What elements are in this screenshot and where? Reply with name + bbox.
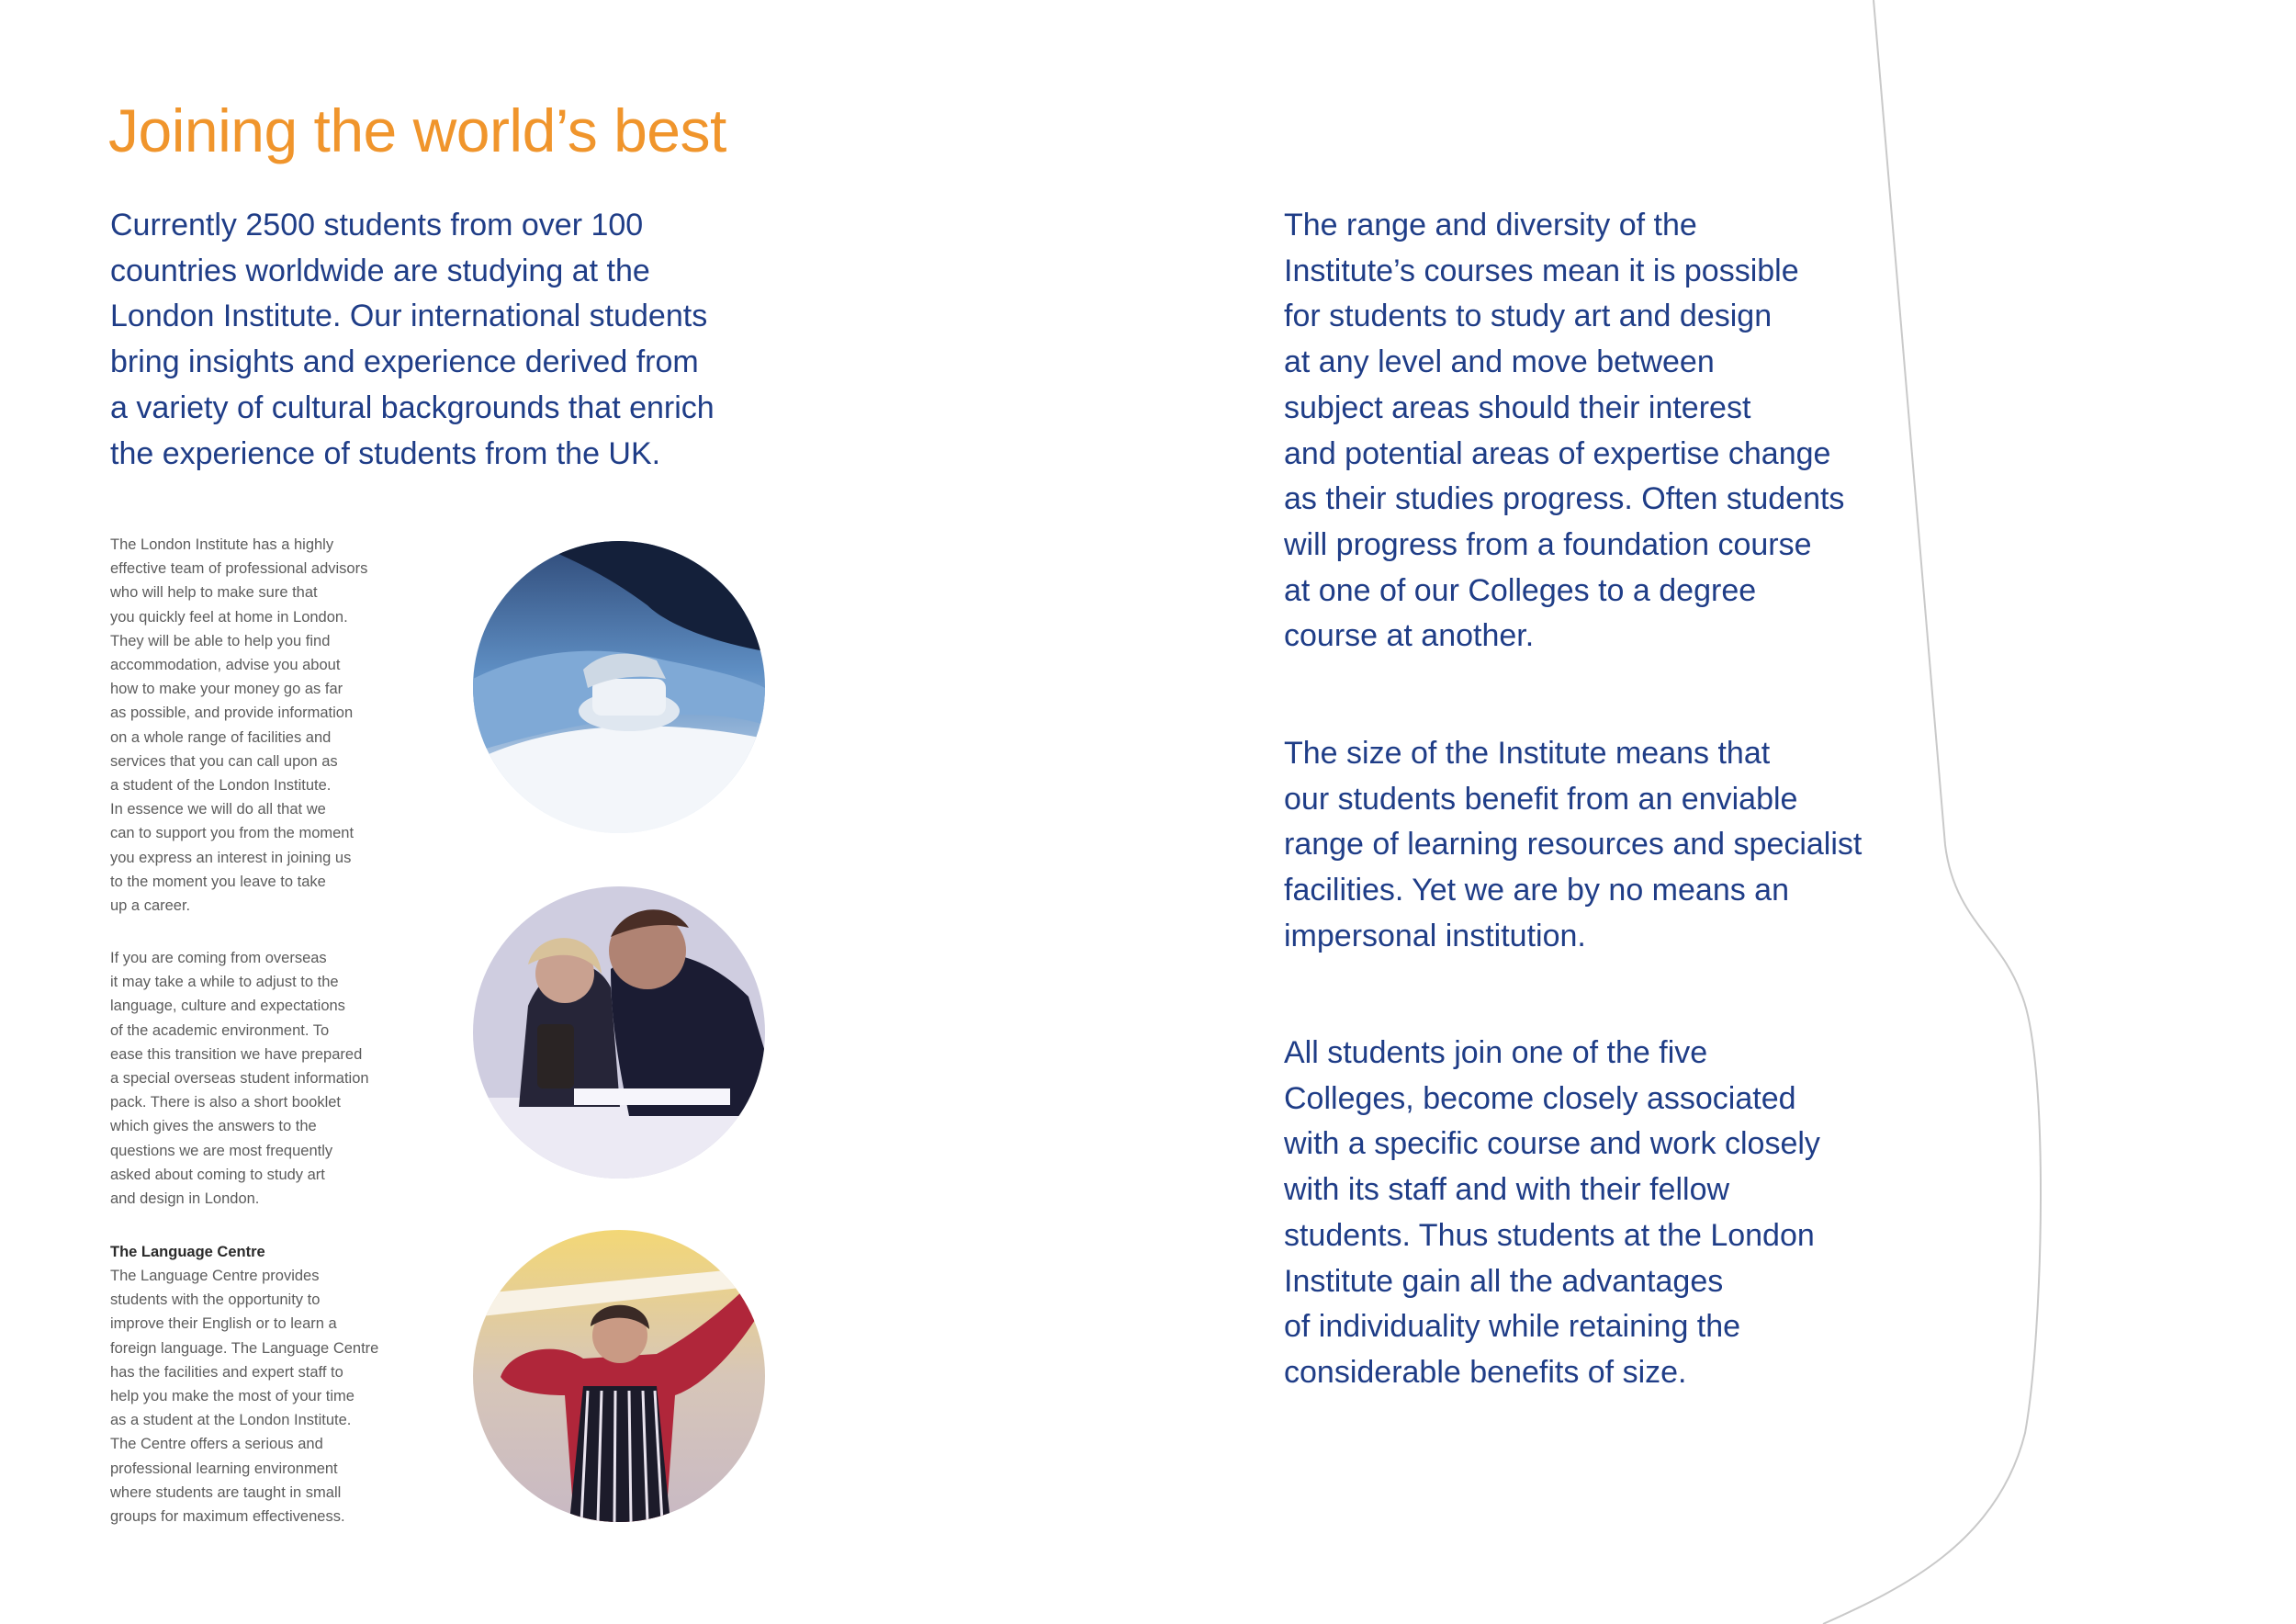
intro-paragraph: Currently 2500 students from over 100 countries worldwide are studying at the London Institute. Our international students bring insights and experience derived from a variety of cultural backgrounds that enrich the experience of students from the UK. [110,208,715,471]
advisors-paragraph: The London Institute has a highly effective team of professional advisors who will help to make sure that you quickly feel at home in London. They will be able to help you find accommodation, advise you about how to make your money go as far as possible, and provide information on a whole range of facilities and services that you can call upon as a student of the London Institute. In essence we will do all that we can to support you from the moment you express an interest in joining us to the moment you leave to take up a career. [110,536,368,915]
language-centre-heading: The Language Centre [110,1244,265,1260]
colleges-paragraph: All students join one of the five Colleges, become closely associated with a specific course and work closely with its staff and with their fellow students. Thus students at the London Institute gain all the advantages of individuality while retaining the considerable benefits of size. [1284,1035,1820,1390]
studio-photo [473,1230,765,1522]
institute-size-paragraph: The size of the Institute means that our students benefit from an enviable range of learning resources and specialist facilities. Yet we are by no means an impersonal institution. [1284,736,1863,953]
course-range-paragraph: The range and diversity of the Institute’s courses mean it is possible for students to study art and design at any level and move between subject areas should their interest and potential areas of expertise change as their studies progress. Often students will progress from a foundation course at one of our Colleges to a degree course at another. [1284,208,1845,654]
pottery-photo [473,541,765,833]
overseas-paragraph: If you are coming from overseas it may take a while to adjust to the language, culture and expectations of the academic environment. To ease this transition we have prepared a special overseas student information pack. There is also a short booklet which gives the answers to the questions we are most frequently asked about coming to study art and design in London. [110,950,369,1208]
page-title: Joining the world’s best [108,96,726,164]
sewing-photo [473,886,765,1179]
language-centre-paragraph: The Language Centre provides students with the opportunity to improve their English or to learn a foreign language. The Language Centre has the facilities and expert staff to help you make the most of your time as a student at the London Institute. The Centre offers a serious and professional learning environment where students are taught in small groups for maximum effectiveness. [110,1268,379,1526]
